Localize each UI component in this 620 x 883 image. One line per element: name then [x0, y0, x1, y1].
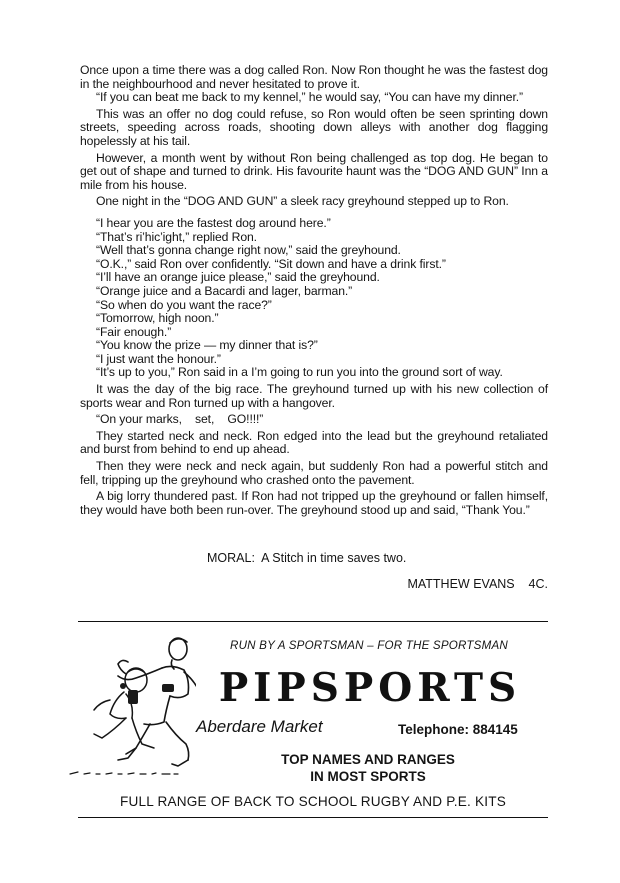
- dialogue-block: [96, 217, 548, 380]
- story-author: MATTHEW EVANS 4C.: [407, 577, 548, 591]
- advert-slogan-line: IN MOST SPORTS: [310, 769, 426, 784]
- story-paragraph: Then they were neck and neck again, but suddenly Ron had a powerful stitch and fell, tripping up the greyhound who crashed onto the pavement.: [80, 459, 548, 487]
- dialogue-line: “Tomorrow, high noon.”: [96, 311, 219, 326]
- story-paragraph: “On your marks, set, GO!!!!”: [96, 412, 264, 427]
- story-paragraph: A big lorry thundered past. If Ron had not tripped up the greyhound or fallen himself, they would have both been run-over. The greyhound stood up and said, “Thank You.”: [80, 489, 548, 517]
- dialogue-line: “So when do you want the race?”: [96, 297, 272, 312]
- advert-kits: FULL RANGE OF BACK TO SCHOOL RUGBY AND P.E. KITS: [119, 794, 507, 809]
- story-paragraph: “If you can beat me back to my kennel,” he would say, “You can have my dinner.”: [96, 90, 524, 105]
- dialogue-line: “Orange juice and a Bacardi and lager, barman.”: [96, 283, 353, 298]
- advert-tagline: RUN BY A SPORTSMAN – FOR THE SPORTSMAN: [230, 639, 508, 652]
- dialogue-line: “You know the prize — my dinner that is?”: [96, 338, 318, 353]
- dialogue-line: “Fair enough.”: [96, 324, 172, 339]
- story-paragraph: However, a month went by without Ron being challenged as top dog. He began to get out of shape and turned to drink. His favourite haunt was the “DOG AND GUN” Inn a mile from his house.: [80, 150, 548, 192]
- brand-logo: PIPSPORTS: [218, 665, 522, 711]
- dialogue-line: “I’ll have an orange juice please,” said the greyhound.: [96, 270, 380, 285]
- advert-slogan: [232, 751, 504, 785]
- dialogue-line: “Well that’s gonna change right now,” said the greyhound.: [96, 243, 401, 258]
- story-paragraph: One night in the “DOG AND GUN” a sleek racy greyhound stepped up to Ron.: [96, 194, 509, 209]
- story-paragraph: They started neck and neck. Ron edged into the lead but the greyhound retaliated and burst from behind to end up ahead.: [80, 428, 548, 457]
- dialogue-line: “I hear you are the fastest dog around here.”: [96, 215, 331, 230]
- dialogue-line: “I just want the honour.”: [96, 351, 221, 366]
- shop-telephone: Telephone: 884145: [398, 722, 518, 737]
- shop-location: Aberdare Market: [196, 717, 323, 736]
- dialogue-line: “That’s ri’hic’ight,” replied Ron.: [96, 229, 257, 244]
- story-paragraph: It was the day of the big race. The greyhound turned up with his new collection of sports wear and Ron turned up with a hangover.: [80, 382, 548, 410]
- dialogue-line: “It’s up to you,” Ron said in a I’m going to run you into the ground sort of way.: [96, 365, 503, 380]
- story-moral: MORAL: A Stitch in time saves two.: [207, 551, 407, 565]
- advert-top-rule: [78, 621, 548, 622]
- story-paragraph: Once upon a time there was a dog called Ron. Now Ron thought he was the fastest dog in the neighbourhood and never hesitated to prove it.: [80, 63, 548, 91]
- story-paragraph: This was an offer no dog could refuse, so Ron would often be seen sprinting down streets, speeding across roads, shooting down alleys with another dog flagging hopelessly at his tail.: [80, 106, 548, 148]
- advert-slogan-line: TOP NAMES AND RANGES: [281, 752, 455, 767]
- dialogue-line: “O.K.,” said Ron over confidently. “Sit down and have a drink first.”: [96, 256, 446, 271]
- story-conclusion: [80, 383, 548, 517]
- story: [80, 64, 548, 517]
- advert-bottom-rule: [78, 817, 548, 818]
- runner-sketch-icon: [66, 628, 196, 778]
